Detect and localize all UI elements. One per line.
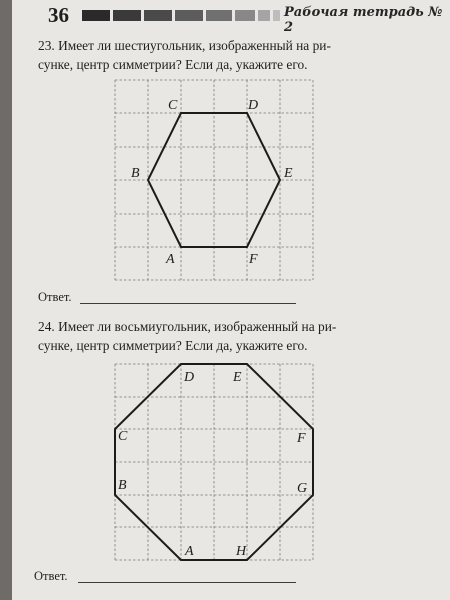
- hexagon-vertex-b: B: [131, 166, 140, 181]
- task-24-answer-label: Ответ.: [34, 569, 68, 583]
- task-23-answer-label: Ответ.: [38, 290, 72, 304]
- task-24-text: [38, 317, 408, 355]
- octagon-vertex-h: H: [236, 544, 247, 559]
- octagon-vertex-b: B: [118, 478, 127, 493]
- octagon-grid: [115, 364, 313, 560]
- task-24-line-2: сунке, центр симметрии? Если да, укажите его.: [38, 338, 308, 353]
- octagon-vertex-c: C: [118, 429, 128, 444]
- octagon-vertex-e: E: [233, 370, 242, 385]
- hexagon-figure: [12, 0, 450, 600]
- octagon-vertex-g: G: [297, 481, 308, 496]
- hexagon-vertex-f: F: [249, 252, 258, 267]
- octagon-vertex-d: D: [184, 370, 195, 385]
- hexagon-vertex-c: C: [168, 98, 178, 113]
- task-24-line-1: 24. Имеет ли восьмиугольник, изображенный на ри-: [38, 319, 337, 334]
- task-23-line-1: 23. Имеет ли шестиугольник, изображенный на ри-: [38, 38, 331, 53]
- octagon-vertex-a: A: [185, 544, 194, 559]
- workbook-page: [12, 0, 450, 600]
- page-number: 36: [48, 3, 69, 27]
- workbook-title: Рабочая тетрадь № 2: [284, 5, 443, 35]
- hexagon-vertex-d: D: [248, 98, 259, 113]
- task-23-answer-field[interactable]: [80, 303, 296, 304]
- task-24-answer-field[interactable]: [78, 582, 296, 583]
- task-23-line-2: сунке, центр симметрии? Если да, укажите его.: [38, 57, 308, 72]
- octagon-vertex-f: F: [297, 431, 306, 446]
- hexagon-vertex-a: A: [166, 252, 175, 267]
- hexagon-vertex-e: E: [284, 166, 293, 181]
